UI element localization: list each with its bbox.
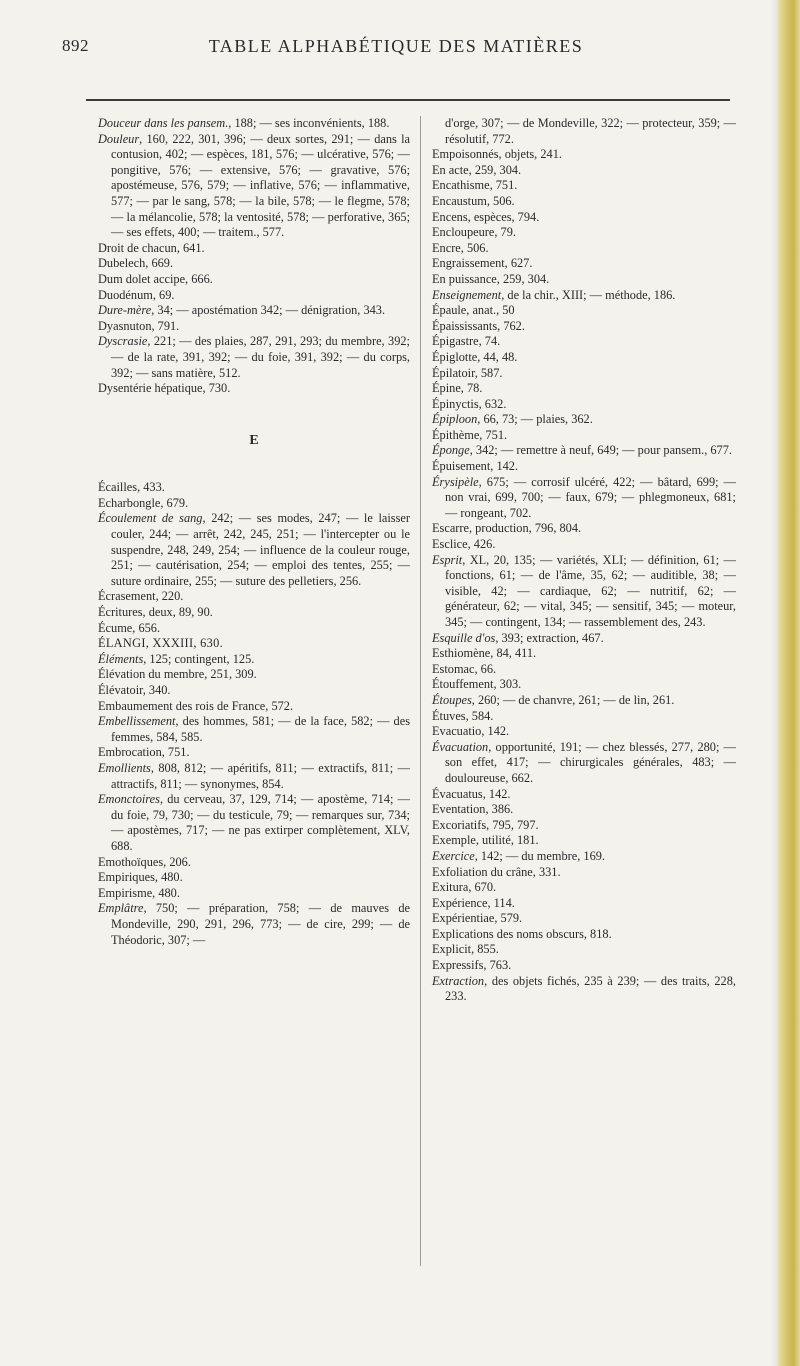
entry-text: Embrocation, 751. bbox=[98, 745, 190, 760]
index-entry bbox=[432, 537, 736, 553]
index-entry bbox=[98, 319, 410, 335]
index-entry bbox=[432, 475, 736, 522]
index-entry bbox=[98, 496, 410, 512]
index-entry bbox=[432, 724, 736, 740]
index-entry bbox=[98, 667, 410, 683]
index-entry bbox=[432, 256, 736, 272]
entry-text: Épiglotte, 44, 48. bbox=[432, 349, 518, 364]
entry-text: , 142; — du membre, 169. bbox=[474, 848, 605, 863]
entry-text: Épine, 78. bbox=[432, 381, 483, 396]
entry-text: Exemple, utilité, 181. bbox=[432, 833, 539, 848]
entry-text: Écrasement, 220. bbox=[98, 589, 184, 604]
entry-text: En puissance, 259, 304. bbox=[432, 271, 550, 286]
index-entry bbox=[432, 740, 736, 787]
entry-headword: Extraction bbox=[432, 973, 485, 988]
entry-text: Explications des noms obscurs, 818. bbox=[432, 926, 612, 941]
entry-text: Encaustum, 506. bbox=[432, 193, 515, 208]
entry-text: Écritures, deux, 89, 90. bbox=[98, 605, 213, 620]
entry-text: Encens, espèces, 794. bbox=[432, 209, 540, 224]
right-column bbox=[432, 116, 736, 1005]
index-entry bbox=[432, 288, 736, 304]
entry-text: ÉLANGI, XXXIII, 630. bbox=[98, 636, 223, 651]
entry-text: Expérientiae, 579. bbox=[432, 911, 523, 926]
entry-text: , de la chir., XIII; — méthode, 186. bbox=[501, 287, 676, 302]
entry-headword: Dyscrasie bbox=[98, 334, 148, 349]
index-entry bbox=[432, 631, 736, 647]
entry-text: Esclice, 426. bbox=[432, 537, 496, 552]
entry-text: Étouffement, 303. bbox=[432, 677, 522, 692]
page-edge-shadow bbox=[770, 0, 778, 1366]
page-number: 892 bbox=[62, 36, 89, 55]
entry-headword: Douceur dans les pansem. bbox=[98, 116, 229, 130]
index-entry bbox=[98, 855, 410, 871]
entry-text: Excoriatifs, 795, 797. bbox=[432, 817, 539, 832]
index-entry bbox=[98, 901, 410, 948]
entry-text: Écailles, 433. bbox=[98, 480, 165, 495]
entry-text: , 125; contingent, 125. bbox=[143, 651, 255, 666]
entry-text: , 342; — remettre à neuf, 649; — pour pansem., 677. bbox=[469, 443, 732, 458]
entry-text: , 675; — corrosif ulcéré, 422; — bâtard, 699; — non vrai, 699, 700; — faux, 679; — phlegmoneux, 681; — rongeant, 702. bbox=[445, 474, 736, 520]
index-entry bbox=[98, 480, 410, 496]
index-entry bbox=[432, 646, 736, 662]
index-entry bbox=[98, 870, 410, 886]
entry-text: Duodénum, 69. bbox=[98, 287, 175, 302]
index-entry bbox=[432, 428, 736, 444]
entry-text: Evacuatio, 142. bbox=[432, 724, 510, 739]
index-entry bbox=[432, 709, 736, 725]
entry-text: Expressifs, 763. bbox=[432, 958, 512, 973]
entry-text: Eventation, 386. bbox=[432, 802, 514, 817]
index-entry bbox=[432, 443, 736, 459]
entry-headword: Écoulement de sang bbox=[98, 511, 203, 526]
page-edge-strip bbox=[778, 0, 800, 1366]
entry-text: Épuisement, 142. bbox=[432, 459, 519, 474]
entry-text: Empoisonnés, objets, 241. bbox=[432, 147, 562, 162]
entry-headword: Dure-mère bbox=[98, 303, 152, 318]
entry-text: Encloupeure, 79. bbox=[432, 225, 516, 240]
entry-text: , 34; — apostémation 342; — dénigration, 343. bbox=[151, 303, 386, 318]
index-entry bbox=[98, 511, 410, 589]
index-entry bbox=[432, 397, 736, 413]
index-entry bbox=[432, 147, 736, 163]
entry-text: , opportunité, 191; — chez blessés, 277, 280; — son effet, 417; — chirurgicales générales, 483; — douloureuse, 662. bbox=[445, 739, 736, 785]
entry-headword: Éléments bbox=[98, 651, 144, 666]
index-entry bbox=[432, 880, 736, 896]
entry-text: , 393; extraction, 467. bbox=[495, 630, 604, 645]
entry-text: Épaississants, 762. bbox=[432, 318, 525, 333]
index-entry bbox=[98, 621, 410, 637]
entry-headword: Évacuation bbox=[432, 739, 489, 754]
index-entry bbox=[432, 958, 736, 974]
entry-text: , du cerveau, 37, 129, 714; — apostème, 714; — du foie, 79, 730; — du testicule, 79; — remarques sur, 734; — apostèmes, 717; — ne pas extirper complètement, XLV, 688. bbox=[111, 792, 410, 853]
entry-text: Épinyctis, 632. bbox=[432, 396, 507, 411]
entry-text: Engraissement, 627. bbox=[432, 256, 533, 271]
index-entry bbox=[98, 636, 410, 652]
index-entry bbox=[432, 225, 736, 241]
entry-text: Dysentérie hépatique, 730. bbox=[98, 381, 231, 396]
entry-text: Épigastre, 74. bbox=[432, 334, 501, 349]
entry-headword: Esquille d'os bbox=[432, 630, 496, 645]
entry-text: Dyasnuton, 791. bbox=[98, 318, 180, 333]
index-entry bbox=[432, 350, 736, 366]
index-entry bbox=[432, 334, 736, 350]
index-entry bbox=[432, 911, 736, 927]
page-header bbox=[52, 36, 740, 60]
entry-text: , XL, 20, 135; — variétés, XLI; — définition, 61; — fonctions, 61; — de l'âme, 35, 62; — auditible, 38; — visible, 42; — cardiaque, 62; — nutritif, 62; — générateur, 62; — vital, 345; — sensitif, 345; — moteur, 345; — contingent, 134; — rassemblement des, 243. bbox=[445, 552, 736, 629]
entry-text: Embaumement des rois de France, 572. bbox=[98, 698, 294, 713]
entry-text: , 260; — de chanvre, 261; — de lin, 261. bbox=[471, 692, 675, 707]
index-entry bbox=[432, 942, 736, 958]
entry-text: Droit de chacun, 641. bbox=[98, 240, 205, 255]
index-entry bbox=[432, 677, 736, 693]
entry-headword: Étoupes bbox=[432, 692, 472, 707]
index-entry bbox=[432, 319, 736, 335]
entry-text: , 188; — ses inconvénients, 188. bbox=[228, 116, 390, 130]
entry-text: Esthiomène, 84, 411. bbox=[432, 646, 537, 661]
index-entry bbox=[432, 381, 736, 397]
index-entry bbox=[432, 974, 736, 1005]
entry-text: Echarbongle, 679. bbox=[98, 495, 189, 510]
index-entry bbox=[432, 787, 736, 803]
entry-headword: Douleur bbox=[98, 131, 140, 146]
entry-text: , 808, 812; — apéritifs, 811; — extractifs, 811; — attractifs, 811; — synonymes, 854. bbox=[111, 760, 410, 791]
index-entry bbox=[432, 366, 736, 382]
index-entry bbox=[98, 381, 410, 397]
entry-text: Emothoïques, 206. bbox=[98, 854, 191, 869]
entry-text: Dubelech, 669. bbox=[98, 256, 174, 271]
index-entry bbox=[98, 288, 410, 304]
entry-text: Écume, 656. bbox=[98, 620, 161, 635]
index-entry bbox=[98, 714, 410, 745]
entry-text: , 750; — préparation, 758; — de mauves de Mondeville, 290, 291, 296, 773; — de cire, 299; — de Théodoric, 307; — bbox=[111, 901, 410, 947]
entry-text: Exfoliation du crâne, 331. bbox=[432, 864, 561, 879]
entry-text: Encathisme, 751. bbox=[432, 178, 518, 193]
entry-text: , des hommes, 581; — de la face, 582; — des femmes, 584, 585. bbox=[111, 714, 410, 744]
index-entry bbox=[432, 865, 736, 881]
header-rule bbox=[86, 99, 730, 101]
entry-text: Escarre, production, 796, 804. bbox=[432, 521, 582, 536]
index-entry bbox=[98, 241, 410, 257]
entry-headword: Épiploon bbox=[432, 412, 478, 427]
entry-text: Dum dolet accipe, 666. bbox=[98, 271, 213, 286]
index-entry bbox=[432, 693, 736, 709]
entry-headword: Emonctoires bbox=[98, 792, 160, 807]
index-entry bbox=[432, 802, 736, 818]
entry-text: , des objets fichés, 235 à 239; — des traits, 228, 233. bbox=[445, 973, 736, 1004]
index-entry bbox=[432, 116, 736, 147]
entry-headword: Éponge bbox=[432, 443, 470, 458]
entry-text: Évacuatus, 142. bbox=[432, 786, 511, 801]
entry-text: Épaule, anat., 50 bbox=[432, 303, 515, 318]
entry-text: Élévation du membre, 251, 309. bbox=[98, 667, 257, 682]
left-column bbox=[98, 116, 410, 948]
index-entry bbox=[432, 927, 736, 943]
entry-headword: Emollients bbox=[98, 760, 151, 775]
index-entry bbox=[98, 303, 410, 319]
index-entry bbox=[98, 605, 410, 621]
entry-text: Expérience, 114. bbox=[432, 895, 515, 910]
index-entry bbox=[432, 849, 736, 865]
entry-text: Étuves, 584. bbox=[432, 708, 494, 723]
entry-text: Empiriques, 480. bbox=[98, 870, 183, 885]
index-entry bbox=[432, 521, 736, 537]
index-entry bbox=[432, 303, 736, 319]
index-entry bbox=[98, 745, 410, 761]
entry-text: , 242; — ses modes, 247; — le laisser couler, 244; — arrêt, 242, 245, 251; — l'intercepter ou le suspendre, 248, 249, 254; — influence de la couleur rouge, 251; — cautérisation, 254; — emploi des tentes, 255; — suture ordinaire, 255; — suture des pelletiers, 256. bbox=[111, 511, 410, 588]
entry-text: Empirisme, 480. bbox=[98, 885, 180, 900]
running-title: TABLE ALPHABÉTIQUE DES MATIÈRES bbox=[208, 36, 584, 56]
section-letter: E bbox=[249, 432, 259, 448]
index-entry bbox=[98, 589, 410, 605]
column-divider bbox=[420, 116, 421, 1266]
index-entry bbox=[432, 553, 736, 631]
entry-headword: Exercice bbox=[432, 848, 475, 863]
entry-text: Épithème, 751. bbox=[432, 427, 508, 442]
entry-headword: Emplâtre bbox=[98, 901, 144, 916]
entry-text: Explicit, 855. bbox=[432, 942, 499, 957]
index-entry bbox=[432, 818, 736, 834]
left-entries-before bbox=[98, 116, 410, 397]
entry-text: Épilatoir, 587. bbox=[432, 365, 503, 380]
index-entry bbox=[98, 334, 410, 381]
index-entry bbox=[98, 272, 410, 288]
index-entry bbox=[98, 256, 410, 272]
index-entry bbox=[432, 178, 736, 194]
index-entry bbox=[432, 412, 736, 428]
index-entry bbox=[432, 210, 736, 226]
left-entries-after bbox=[98, 480, 410, 948]
index-entry bbox=[432, 833, 736, 849]
entry-text: Estomac, 66. bbox=[432, 661, 497, 676]
entry-text: En acte, 259, 304. bbox=[432, 162, 522, 177]
index-entry bbox=[98, 116, 410, 132]
index-entry bbox=[432, 896, 736, 912]
entry-headword: Enseignement bbox=[432, 287, 502, 302]
index-entry bbox=[98, 761, 410, 792]
entry-text: Élévatoir, 340. bbox=[98, 683, 171, 697]
entry-text: , 160, 222, 301, 396; — deux sortes, 291; — dans la contusion, 402; — espèces, 181, 576; — ulcérative, 576; — pongitive, 576; — extensive, 576; — gravative, 576; apostémeuse, 576, 579; — inflative, 576; — inflammative, 577; — par le sang, 578; — la bile, 578; — le flegme, 578; — la mélancolie, 578; la ventosité, 578; — perforative, 365; — ses effets, 400; — traitem., 577. bbox=[111, 131, 410, 240]
entry-text: d'orge, 307; — de Mondeville, 322; — protecteur, 359; — résolutif, 772. bbox=[445, 116, 736, 146]
entry-text: Exitura, 670. bbox=[432, 880, 497, 895]
index-entry bbox=[98, 699, 410, 715]
entry-headword: Embellissement bbox=[98, 714, 176, 729]
index-entry bbox=[432, 662, 736, 678]
entry-text: , 66, 73; — plaies, 362. bbox=[477, 412, 593, 427]
entry-text: , 221; — des plaies, 287, 291, 293; du membre, 392; — de la rate, 391, 392; — du foie, 391, 392; — du corps, 392; — sans matière, 512. bbox=[111, 334, 410, 380]
index-entry bbox=[98, 886, 410, 902]
index-entry bbox=[432, 459, 736, 475]
entry-headword: Érysipèle bbox=[432, 474, 479, 489]
index-entry bbox=[98, 652, 410, 668]
entry-text: Encre, 506. bbox=[432, 240, 489, 255]
index-entry bbox=[98, 132, 410, 241]
index-entry bbox=[432, 241, 736, 257]
index-entry bbox=[98, 792, 410, 854]
index-entry bbox=[432, 194, 736, 210]
index-entry bbox=[98, 683, 410, 699]
index-entry bbox=[432, 163, 736, 179]
index-entry bbox=[432, 272, 736, 288]
entry-headword: Esprit bbox=[432, 552, 463, 567]
